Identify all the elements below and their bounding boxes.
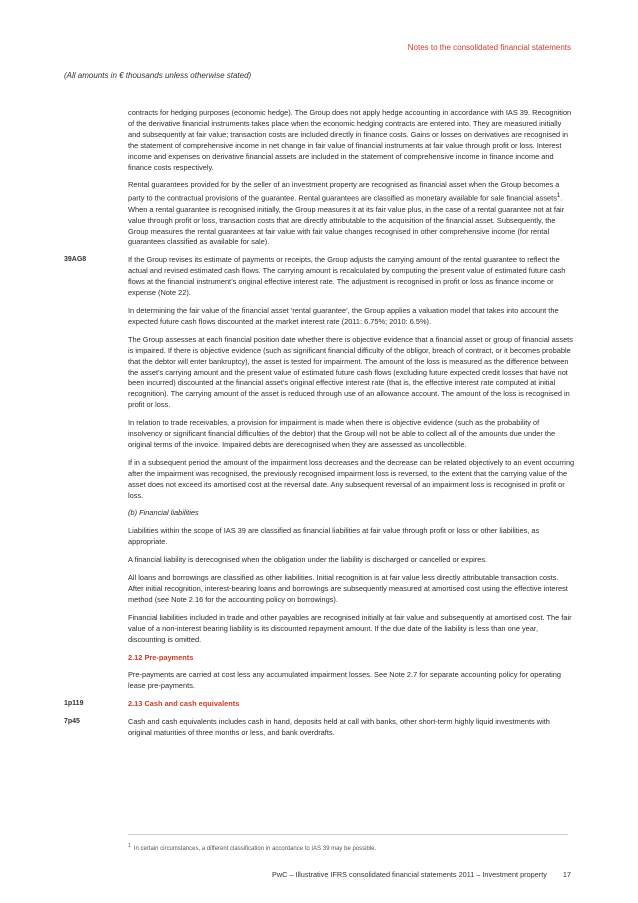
- paragraph: If in a subsequent period the amount of the impairment loss decreases and the decrease can be related objectively to an event occurring after the impairment was recognised, the previously recognised impairment loss is reversed, to the extent that the carrying value of the asset does not exceed its amortised cost at the reversal date. Any subsequent reversal of an impairment loss is recognised in profit or loss.: [128, 457, 575, 500]
- footnote: [128, 843, 568, 852]
- paragraph: The Group assesses at each financial position date whether there is objective evidence that a financial asset or group of financial assets is impaired. If there is objective evidence (such as significant financial difficulty of the obligor, breach of contract, or it becomes probable that the debtor will enter bankruptcy), the asset is tested for impairment. The amount of the loss is measured as the difference between the asset’s carrying amount and the present value of estimated future cash flows (excluding future expected credit losses that have not been incurred) discounted at the financial asset’s original effective interest rate (that is, the effective interest rate computed at initial recognition). The carrying amount of the asset is reduced through use of an allowance account. The amount of the loss is recognised in profit or loss.: [128, 334, 573, 410]
- body-text: [64, 108, 575, 746]
- margin-reference: 7p45: [64, 718, 80, 726]
- margin-reference: 1p119: [64, 700, 84, 708]
- paragraph: Financial liabilities included in trade and other payables are recognised initially at fair value and subsequently at amortised cost. The fair value of a non-interest bearing liability is its discounted repayment amount. If the due date of the liability is less than one year, discounting is omitted.: [128, 612, 572, 644]
- paragraph: In relation to trade receivables, a provision for impairment is made when there is objective evidence (such as the probability of insolvency or significant financial difficulties of the debtor) that the Group will not be able to collect all of the amounts due under the original terms of the invoice. Impaired debts are derecognised when they are assessed as uncollectible.: [128, 418, 556, 449]
- paragraph: Liabilities within the scope of IAS 39 are classified as financial liabilities at fair value through profit or loss or other liabilities, as appropriate.: [128, 526, 540, 547]
- paragraph: 39AG8 If the Group revises its estimate of payments or receipts, the Group adjusts the carrying amount of the rental guarantee to reflect the actual and revised estimated cash flows. The carrying amount is recalculated by computing the present value of estimated future cash flows at the financial instrument’s original effective interest rate. The adjustment is recognised in profit or loss as finance income or expense (Note 22).: [64, 255, 566, 298]
- paragraph: In determining the fair value of the financial asset ‘rental guarantee’, the Group applies a valuation model that takes into account the expected future cash flows discounted at the market interest rate (2011: 6.75%; 2010: 6.5%).: [128, 305, 559, 326]
- paragraph: A financial liability is derecognised when the obligation under the liability is discharged or cancelled or expires.: [128, 555, 488, 565]
- paragraph: All loans and borrowings are classified as other liabilities. Initial recognition is at fair value less directly attributable transaction costs. After initial recognition, interest-bearing loans and borrowings are subsequently measured at amortised cost using the effective interest method (see Note 2.16 for the accounting policy on borrowings).: [128, 573, 568, 604]
- paragraph: 7p45 Cash and cash equivalents includes cash in hand, deposits held at call with banks, other short-term highly liquid investments with original maturities of three months or less, and bank overdrafts.: [64, 717, 550, 738]
- footnote-divider: [128, 834, 568, 835]
- units-note: (All amounts in € thousands unless otherwise stated): [64, 71, 252, 80]
- page-header-title: Notes to the consolidated financial statements: [407, 43, 571, 52]
- paragraph: Rental guarantees provided for by the seller of an investment property are recognised as financial asset when the Group becomes a party to the contractual provisions of the guarantee. Rental guarantees are classified as monetary available for sale financial assets$^1$. When a rental guarantee is recognised initially, the Group measures it at its fair value plus, in the case of a rental guarantee not at fair value through profit or loss, transaction costs that are directly attributable to the acquisition of the financial asset. Subsequently, the Group measures the rental guarantees at fair value with fair value changes recognised in other comprehensive income (for rental guarantees classified as available for sale).: [128, 180, 565, 247]
- paragraph: Pre-payments are carried at cost less any accumulated impairment losses. See Note 2.7 for separate accounting policy for operating lease pre-payments.: [128, 670, 561, 691]
- footer-text: PwC – Illustrative IFRS consolidated financial statements 2011 – Investment property: [272, 870, 547, 879]
- margin-reference: 39AG8: [64, 256, 87, 264]
- footnote-text: In certain circumstances, a different classification in accordance to IAS 39 may be possible.: [133, 846, 377, 852]
- paragraph: contracts for hedging purposes (economic hedge). The Group does not apply hedge accounting in accordance with IAS 39. Recognition of the derivative financial instruments takes place when the economic hedging contracts are entered into. They are measured initially and subsequently at fair value; transaction costs are included directly in finance costs. Gains or losses on derivatives are recognised in the statement of comprehensive income in net change in fair value of financial instruments at fair value through profit or loss. Interest income and expenses on derivative financial assets are included in the statement of comprehensive income in finance income and finance costs respectively.: [128, 108, 572, 172]
- footnote-number: 1: [128, 843, 131, 849]
- section-heading: 2.12 Pre-payments: [128, 652, 194, 662]
- footnote-marker[interactable]: 1: [556, 192, 561, 200]
- section-heading: 1p119 2.13 Cash and cash equivalents: [64, 699, 240, 709]
- subsection-heading: (b) Financial liabilities: [128, 508, 199, 518]
- page-footer: [272, 870, 571, 879]
- page-number: 17: [562, 870, 571, 879]
